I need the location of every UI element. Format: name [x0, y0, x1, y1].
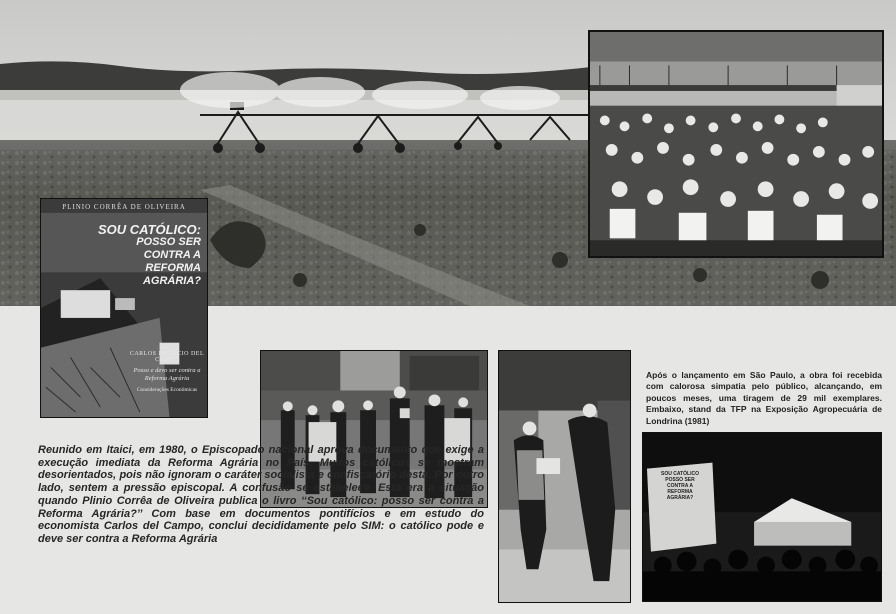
photo-caption: Após o lançamento em São Paulo, a obra foi recebida com calorosa simpatia pelo público, alcançando, em poucos meses, uma tiragem de 29 mil exemplares. Embaixo, stand da TFP na Exposição Agropecuária de Londrina (1981): [646, 370, 882, 426]
book-title-line: AGRÁRIA?: [142, 275, 201, 287]
book-title-line: SOU CATÓLICO:: [97, 222, 201, 237]
stand-sign-line: REFORMA: [667, 489, 693, 495]
book-cover-sou-catolico: [40, 198, 208, 418]
book-title: [91, 223, 201, 288]
book-author: PLINIO CORRÊA DE OLIVEIRA: [62, 203, 186, 211]
tfp-stand-night-photo: [642, 432, 882, 602]
stand-sign-line: CONTRA A: [666, 483, 693, 489]
book-subtitle-block: [129, 351, 205, 393]
book-title-line: CONTRA A: [143, 249, 201, 261]
stand-sign: [651, 471, 709, 501]
book-tagline: Posso e devo ser contra a Reforma Agrária: [133, 367, 201, 382]
stand-sign-line: POSSO SER: [665, 477, 695, 483]
book-title-line: REFORMA: [145, 262, 201, 274]
stand-sign-line: SOU CATÓLICO: [661, 471, 699, 477]
assembly-crowd-photo: [588, 30, 884, 258]
stand-sign-line: AGRÁRIA?: [666, 495, 694, 501]
book-coauthor: CARLOS PATRÍCIO DEL CAMPO: [129, 351, 205, 363]
book-title-line: POSSO SER: [136, 236, 201, 248]
book-section: Considerações Econômicas: [136, 387, 198, 393]
article-body-text: Reunido em Itaici, em 1980, o Episcopado nacional aprova documento que exige a execução imediata da Reforma Agrária no País. Muitos católicos se mostram desorientados, pois não ignoram o caráter socialista e confiscatório desta. Por outro lado, sentem a pressão episcopal. A confusão se estabelece. Esta era a situação quando Plinio Corrêa de Oliveira publica o livro ‘‘Sou católico: posso ser contra a Reforma Agrária?’’ Com base em documentos pontifícios e em estudo do economista Carlos del Campo, conclui decididamente pelo SIM: o católico pode e deve ser contra a Reforma Agrária: [38, 444, 484, 545]
two-men-talking-photo: [498, 350, 631, 603]
